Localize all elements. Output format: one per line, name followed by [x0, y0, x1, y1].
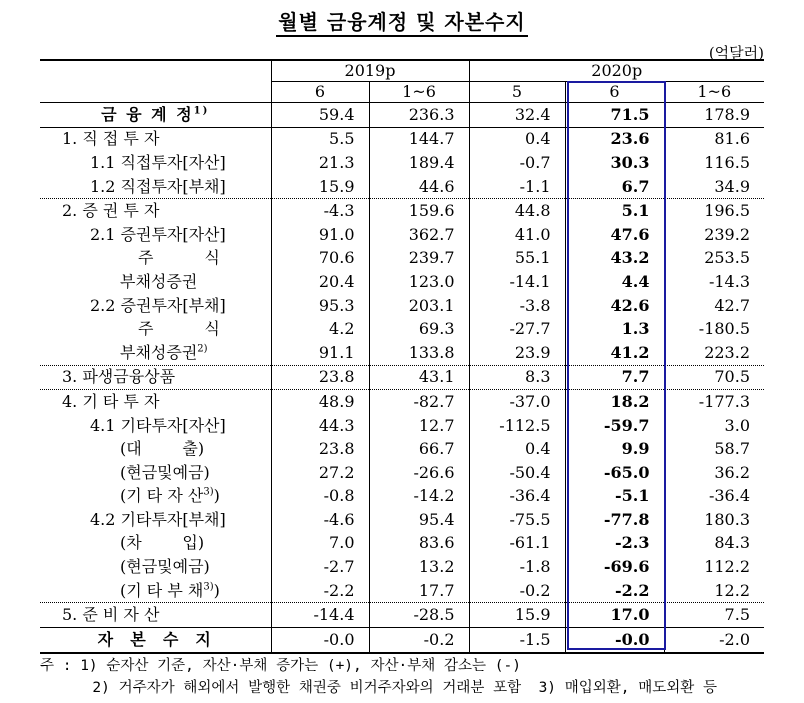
value-cell: 5.5: [271, 127, 369, 151]
value-cell: -2.2: [271, 579, 369, 603]
table-row: [40, 199, 764, 223]
value-cell: 0.4: [469, 127, 565, 151]
value-cell: 7.5: [664, 603, 764, 628]
table-row: [40, 485, 764, 509]
value-cell: 12.7: [369, 414, 469, 438]
row-label: [40, 485, 271, 509]
value-cell: -0.0: [565, 628, 664, 653]
value-cell: 48.9: [271, 390, 369, 414]
value-cell: -61.1: [469, 532, 565, 556]
value-cell: 70.6: [271, 247, 369, 271]
row-label: [40, 151, 271, 175]
value-cell: -50.4: [469, 461, 565, 485]
table-row: [40, 341, 764, 365]
value-cell: -0.0: [271, 628, 369, 653]
value-cell: 21.3: [271, 151, 369, 175]
header-corner: [40, 60, 271, 103]
table-row: [40, 151, 764, 175]
table-row: [40, 365, 764, 390]
value-cell: 95.4: [369, 508, 469, 532]
row-label: [40, 175, 271, 199]
value-cell: 23.6: [565, 127, 664, 151]
table-row: [40, 270, 764, 294]
row-label-text: 2.1 증권투자[자산]: [90, 224, 226, 244]
value-cell: 133.8: [369, 341, 469, 365]
value-cell: -82.7: [369, 390, 469, 414]
value-cell: 1.3: [565, 317, 664, 341]
value-cell: 8.3: [469, 365, 565, 390]
value-cell: -77.8: [565, 508, 664, 532]
value-cell: 18.2: [565, 390, 664, 414]
value-cell: 7.7: [565, 365, 664, 390]
row-label-text: 자 본 수 지: [97, 629, 213, 649]
value-cell: 55.1: [469, 247, 565, 271]
table-title: 월별 금융계정 및 자본수지: [0, 6, 804, 35]
value-cell: -14.4: [271, 603, 369, 628]
row-label-text: 4.1 기타투자[자산]: [90, 415, 226, 435]
value-cell: 0.4: [469, 437, 565, 461]
value-cell: 9.9: [565, 437, 664, 461]
row-label-text: (차 입): [120, 533, 205, 553]
value-cell: 203.1: [369, 294, 469, 318]
value-cell: 66.7: [369, 437, 469, 461]
footnote-marker: 3): [203, 581, 214, 593]
row-label: [40, 270, 271, 294]
value-cell: -36.4: [664, 485, 764, 509]
value-cell: 13.2: [369, 555, 469, 579]
value-cell: 4.4: [565, 270, 664, 294]
table-row: [40, 317, 764, 341]
value-cell: 58.7: [664, 437, 764, 461]
header-col-2019-1-6: 1~6: [369, 82, 469, 103]
value-cell: 70.5: [664, 365, 764, 390]
table-row: [40, 508, 764, 532]
table-row: [40, 103, 764, 128]
row-label: [40, 127, 271, 151]
value-cell: 23.9: [469, 341, 565, 365]
value-cell: 83.6: [369, 532, 469, 556]
value-cell: -59.7: [565, 414, 664, 438]
row-label-text: (기 타 부 채: [120, 580, 204, 600]
row-label-text: 부채성증권: [120, 271, 198, 291]
row-label: [40, 390, 271, 414]
value-cell: 3.0: [664, 414, 764, 438]
value-cell: -0.8: [271, 485, 369, 509]
row-label: [40, 461, 271, 485]
value-cell: 36.2: [664, 461, 764, 485]
value-cell: 81.6: [664, 127, 764, 151]
value-cell: 159.6: [369, 199, 469, 223]
row-label: [40, 294, 271, 318]
header-year-2019: 2019p: [271, 60, 469, 82]
value-cell: 15.9: [271, 175, 369, 199]
value-cell: 12.2: [664, 579, 764, 603]
value-cell: 236.3: [369, 103, 469, 128]
row-label-text: 주 식: [138, 248, 220, 268]
row-label-text: (기 타 자 산: [120, 486, 204, 506]
table-row: [40, 414, 764, 438]
header-year-row: [40, 60, 764, 82]
table-row: [40, 390, 764, 414]
value-cell: -75.5: [469, 508, 565, 532]
row-label: [40, 199, 271, 223]
value-cell: -69.6: [565, 555, 664, 579]
header-col-2020-6: 6: [565, 82, 664, 103]
header-col-2020-1-6: 1~6: [664, 82, 764, 103]
value-cell: 44.6: [369, 175, 469, 199]
value-cell: 71.5: [565, 103, 664, 128]
header-col-2020-5: 5: [469, 82, 565, 103]
value-cell: -5.1: [565, 485, 664, 509]
value-cell: 32.4: [469, 103, 565, 128]
table-row: [40, 294, 764, 318]
value-cell: 95.3: [271, 294, 369, 318]
value-cell: 23.8: [271, 437, 369, 461]
value-cell: 5.1: [565, 199, 664, 223]
row-label-text: 5. 준 비 자 산: [62, 605, 160, 625]
value-cell: 17.7: [369, 579, 469, 603]
row-label: [40, 341, 271, 365]
footnote-line-1: 주 : 1) 순자산 기준, 자산·부채 증가는 (+), 자산·부채 감소는 (-): [40, 658, 521, 674]
table-row: [40, 628, 764, 653]
value-cell: 20.4: [271, 270, 369, 294]
row-label-text: 주 식: [138, 319, 220, 339]
value-cell: 30.3: [565, 151, 664, 175]
row-label: [40, 414, 271, 438]
row-label-tail: ): [213, 486, 220, 506]
table-row: [40, 603, 764, 628]
value-cell: 41.2: [565, 341, 664, 365]
value-cell: -1.5: [469, 628, 565, 653]
row-label-text: 3. 파생금융상품: [62, 367, 176, 387]
value-cell: -0.7: [469, 151, 565, 175]
value-cell: -112.5: [469, 414, 565, 438]
value-cell: 112.2: [664, 555, 764, 579]
row-label: [40, 317, 271, 341]
value-cell: 178.9: [664, 103, 764, 128]
header-col-2019-6: 6: [271, 82, 369, 103]
value-cell: 47.6: [565, 223, 664, 247]
footnote-line-2: 2) 거주자가 해외에서 발행한 채권중 비거주자와의 거래분 포함 3) 매입외환, 매도외환 등: [40, 680, 718, 696]
value-cell: 43.2: [565, 247, 664, 271]
row-label-text: (대 출): [120, 439, 205, 459]
row-label: [40, 437, 271, 461]
footnote-marker: 2): [197, 343, 208, 355]
table-row: [40, 223, 764, 247]
value-cell: -2.7: [271, 555, 369, 579]
value-cell: -37.0: [469, 390, 565, 414]
value-cell: 6.7: [565, 175, 664, 199]
row-label-text: 부채성증권: [120, 342, 198, 362]
unit-label: (억달러): [708, 44, 764, 62]
row-label: [40, 603, 271, 628]
value-cell: 17.0: [565, 603, 664, 628]
row-label: [40, 532, 271, 556]
table-body: [40, 103, 764, 653]
value-cell: -27.7: [469, 317, 565, 341]
table-row: [40, 461, 764, 485]
value-cell: -14.3: [664, 270, 764, 294]
table-row: [40, 175, 764, 199]
value-cell: 253.5: [664, 247, 764, 271]
value-cell: 239.2: [664, 223, 764, 247]
row-label: [40, 579, 271, 603]
value-cell: -36.4: [469, 485, 565, 509]
value-cell: 144.7: [369, 127, 469, 151]
financial-account-table: [40, 59, 764, 654]
value-cell: -2.3: [565, 532, 664, 556]
value-cell: 43.1: [369, 365, 469, 390]
value-cell: 84.3: [664, 532, 764, 556]
value-cell: 196.5: [664, 199, 764, 223]
row-label: [40, 103, 271, 128]
value-cell: -14.2: [369, 485, 469, 509]
row-label-text: 2.2 증권투자[부채]: [90, 295, 226, 315]
table-row: [40, 579, 764, 603]
value-cell: 44.8: [469, 199, 565, 223]
value-cell: 91.1: [271, 341, 369, 365]
table-row: [40, 437, 764, 461]
table-row: [40, 532, 764, 556]
value-cell: 4.2: [271, 317, 369, 341]
value-cell: -4.3: [271, 199, 369, 223]
value-cell: -1.1: [469, 175, 565, 199]
value-cell: -14.1: [469, 270, 565, 294]
value-cell: 23.8: [271, 365, 369, 390]
value-cell: -3.8: [469, 294, 565, 318]
value-cell: -177.3: [664, 390, 764, 414]
table-row: [40, 247, 764, 271]
value-cell: -180.5: [664, 317, 764, 341]
value-cell: -2.2: [565, 579, 664, 603]
value-cell: -4.6: [271, 508, 369, 532]
value-cell: -1.8: [469, 555, 565, 579]
table-row: [40, 127, 764, 151]
row-label-text: (현금및예금): [120, 462, 210, 482]
value-cell: -26.6: [369, 461, 469, 485]
row-label-text: (현금및예금): [120, 557, 210, 577]
value-cell: 223.2: [664, 341, 764, 365]
row-label-text: 1.1 직접투자[자산]: [90, 152, 226, 172]
row-label-text: 1.2 직접투자[부채]: [90, 176, 226, 196]
value-cell: -0.2: [369, 628, 469, 653]
value-cell: 362.7: [369, 223, 469, 247]
value-cell: 42.6: [565, 294, 664, 318]
value-cell: 123.0: [369, 270, 469, 294]
table-row: [40, 555, 764, 579]
value-cell: 180.3: [664, 508, 764, 532]
row-label: [40, 628, 271, 653]
value-cell: 27.2: [271, 461, 369, 485]
row-label-text: 1. 직 접 투 자: [62, 129, 160, 149]
value-cell: -28.5: [369, 603, 469, 628]
value-cell: 59.4: [271, 103, 369, 128]
header-year-2020: 2020p: [469, 60, 764, 82]
row-label: [40, 508, 271, 532]
footnotes: [40, 655, 717, 699]
row-label: [40, 555, 271, 579]
row-label: [40, 365, 271, 390]
value-cell: 189.4: [369, 151, 469, 175]
value-cell: 15.9: [469, 603, 565, 628]
row-label: [40, 223, 271, 247]
footnote-marker: 3): [203, 486, 214, 498]
value-cell: -65.0: [565, 461, 664, 485]
value-cell: 34.9: [664, 175, 764, 199]
value-cell: 69.3: [369, 317, 469, 341]
row-label: [40, 247, 271, 271]
value-cell: 44.3: [271, 414, 369, 438]
value-cell: 116.5: [664, 151, 764, 175]
row-label-text: 4.2 기타투자[부채]: [90, 509, 226, 529]
row-label-text: 금 융 계 정: [101, 104, 194, 124]
value-cell: 42.7: [664, 294, 764, 318]
row-label-text: 2. 증 권 투 자: [62, 201, 160, 221]
value-cell: -2.0: [664, 628, 764, 653]
footnote-marker: 1): [193, 105, 210, 117]
row-label-tail: ): [213, 580, 220, 600]
row-label-text: 4. 기 타 투 자: [62, 391, 160, 411]
value-cell: 7.0: [271, 532, 369, 556]
value-cell: 41.0: [469, 223, 565, 247]
value-cell: 239.7: [369, 247, 469, 271]
value-cell: -0.2: [469, 579, 565, 603]
value-cell: 91.0: [271, 223, 369, 247]
